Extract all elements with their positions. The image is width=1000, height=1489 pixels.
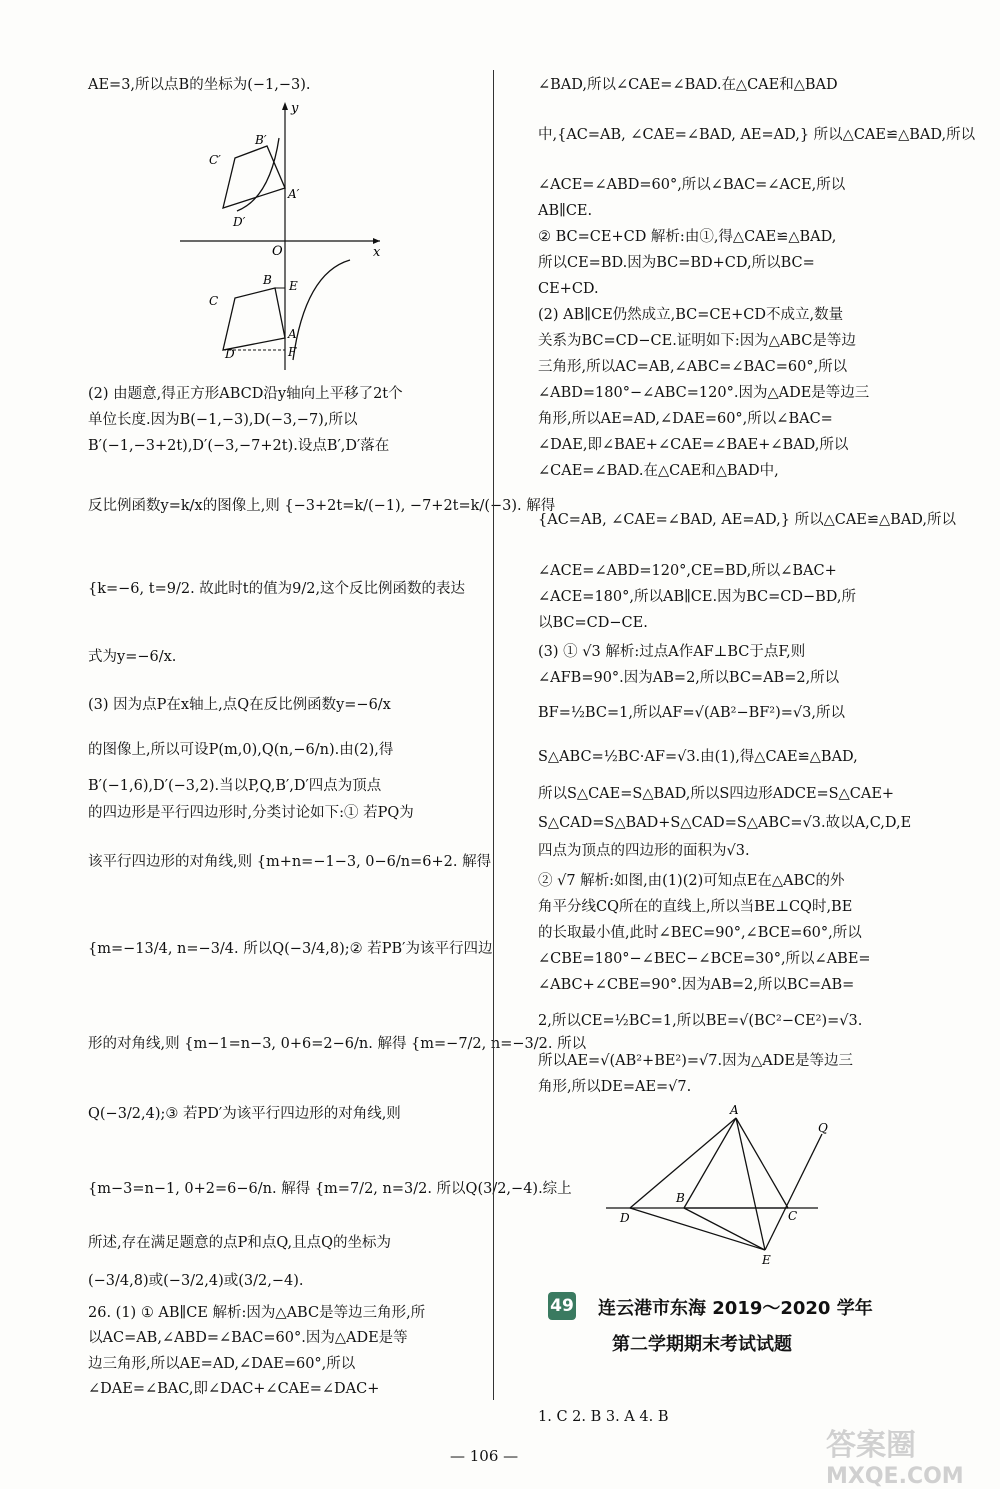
exam-number-badge: 49 <box>548 1292 576 1320</box>
text-line: ② √7 解析:如图,由(1)(2)可知点E在△ABC的外 <box>538 873 845 889</box>
point-label-f: F <box>288 345 297 359</box>
text-line: ∠BAD,所以∠CAE=∠BAD.在△CAE和△BAD <box>538 77 838 93</box>
column-divider <box>493 70 494 1400</box>
text-line: (3) 因为点P在x轴上,点Q在反比例函数y=−6/x <box>88 697 391 713</box>
x-axis-label: x <box>373 245 381 260</box>
point-label-c: C <box>209 294 219 308</box>
text-line: S△ABC=½BC·AF=√3.由(1),得△CAE≌△BAD, <box>538 749 858 765</box>
text-line: 所以CE=BD.因为BC=BD+CD,所以BC= <box>538 255 815 271</box>
text-line: ∠ABC+∠CBE=90°.因为AB=2,所以BC=AB= <box>538 977 855 993</box>
text-line: 角形,所以DE=AE=√7. <box>538 1079 692 1095</box>
text-line: AB∥CE. <box>538 203 593 219</box>
text-line: 形的对角线,则 {m−1=n−3, 0+6=2−6/n. 解得 {m=−7/2, n=−3/2. 所以 <box>88 1036 587 1052</box>
text-line: (3) ① √3 解析:过点A作AF⊥BC于点F,则 <box>538 644 806 660</box>
point-label-e: E <box>762 1253 771 1267</box>
text-line: ∠ABD=180°−∠ABC=120°.因为△ADE是等边三 <box>538 385 870 401</box>
point-label-a: A <box>288 327 297 341</box>
text-line: ∠CAE=∠BAD.在△CAE和△BAD中, <box>538 463 779 479</box>
text-line: S△CAD=S△BAD+S△CAD=S△ABC=√3.故以A,C,D,E <box>538 815 912 831</box>
text-line: 所述,存在满足题意的点P和点Q,且点Q的坐标为 <box>88 1235 392 1251</box>
text-line: ∠AFB=90°.因为AB=2,所以BC=AB=2,所以 <box>538 670 840 686</box>
point-label-b: B <box>263 273 272 287</box>
point-label-c: C <box>788 1209 798 1223</box>
page-number: — 106 — <box>450 1447 519 1465</box>
text-line: ∠ACE=∠ABD=120°,CE=BD,所以∠BAC+ <box>538 563 837 579</box>
point-label-a: A <box>730 1103 739 1117</box>
y-axis-label: y <box>291 101 299 116</box>
triangle-figure <box>600 1098 840 1270</box>
text-line: ∠DAE=∠BAC,即∠DAC+∠CAE=∠DAC+ <box>88 1381 380 1397</box>
text-line: BF=½BC=1,所以AF=√(AB²−BF²)=√3,所以 <box>538 705 845 721</box>
text-line: B′(−1,−3+2t),D′(−3,−7+2t).设点B′,D′落在 <box>88 438 390 454</box>
coordinate-figure <box>175 98 415 373</box>
text-line: B′(−1,6),D′(−3,2).当以P,Q,B′,D′四点为顶点 <box>88 778 382 794</box>
text-line: 1. C 2. B 3. A 4. B <box>538 1409 669 1425</box>
point-label-d: D <box>225 347 235 361</box>
point-label-q: Q <box>818 1121 828 1135</box>
text-line: ∠ACE=∠ABD=60°,所以∠BAC=∠ACE,所以 <box>538 177 846 193</box>
text-line: 的图像上,所以可设P(m,0),Q(n,−6/n).由(2),得 <box>88 742 394 758</box>
text-line: 角平分线CQ所在的直线上,所以当BE⊥CQ时,BE <box>538 899 853 915</box>
point-label-b-prime: B′ <box>255 133 267 147</box>
text-line: 所以AE=√(AB²+BE²)=√7.因为△ADE是等边三 <box>538 1053 853 1069</box>
text-line: 单位长度.因为B(−1,−3),D(−3,−7),所以 <box>88 412 358 428</box>
text-line: 中,{AC=AB, ∠CAE=∠BAD, AE=AD,} 所以△CAE≌△BAD,所以 <box>538 127 976 143</box>
exam-title-line2: 第二学期期末考试试题 <box>612 1334 792 1355</box>
text-line: {k=−6, t=9/2. 故此时t的值为9/2,这个反比例函数的表达 <box>88 581 466 597</box>
text-line: 的长取最小值,此时∠BEC=90°,∠BCE=60°,所以 <box>538 925 862 941</box>
text-line: 反比例函数y=k/x的图像上,则 {−3+2t=k/(−1), −7+2t=k/(−3). 解得 <box>88 498 556 514</box>
point-label-b: B <box>676 1191 685 1205</box>
text-line: AE=3,所以点B的坐标为(−1,−3). <box>88 77 311 93</box>
text-line: 所以S△CAE=S△BAD,所以S四边形ADCE=S△CAE+ <box>538 786 895 802</box>
text-line: Q(−3/2,4);③ 若PD′为该平行四边形的对角线,则 <box>88 1106 401 1122</box>
text-line: 角形,所以AE=AD,∠DAE=60°,所以∠BAC= <box>538 411 833 427</box>
text-line: 的四边形是平行四边形时,分类讨论如下:① 若PQ为 <box>88 805 414 821</box>
text-line: 三角形,所以AC=AB,∠ABC=∠BAC=60°,所以 <box>538 359 848 375</box>
text-line: 四点为顶点的四边形的面积为√3. <box>538 843 750 859</box>
text-line: ② BC=CE+CD 解析:由①,得△CAE≌△BAD, <box>538 229 837 245</box>
text-line: {m=−13/4, n=−3/4. 所以Q(−3/4,8);② 若PB′为该平行四边 <box>88 941 493 957</box>
text-line: {AC=AB, ∠CAE=∠BAD, AE=AD,} 所以△CAE≌△BAD,所以 <box>538 512 957 528</box>
text-line: ∠DAE,即∠BAE+∠CAE=∠BAE+∠BAD,所以 <box>538 437 849 453</box>
text-line: 该平行四边形的对角线,则 {m+n=−1−3, 0−6/n=6+2. 解得 <box>88 854 492 870</box>
point-label-e: E <box>289 279 298 293</box>
text-line: {m−3=n−1, 0+2=6−6/n. 解得 {m=7/2, n=3/2. 所以Q(3/2,−4).综上 <box>88 1181 572 1197</box>
text-line: 以BC=CD−CE. <box>538 615 648 631</box>
text-line: 以AC=AB,∠ABD=∠BAC=60°.因为△ADE是等 <box>88 1330 408 1346</box>
exam-title-line1: 连云港市东海 2019～2020 学年 <box>598 1298 873 1319</box>
text-line: CE+CD. <box>538 281 599 297</box>
text-line: 2,所以CE=½BC=1,所以BE=√(BC²−CE²)=√3. <box>538 1013 863 1029</box>
point-label-a-prime: A′ <box>288 187 300 201</box>
point-label-d: D <box>620 1211 630 1225</box>
text-line: 式为y=−6/x. <box>88 649 177 665</box>
point-label-d-prime: D′ <box>233 215 246 229</box>
text-line: (2) AB∥CE仍然成立,BC=CE+CD不成立,数量 <box>538 307 844 323</box>
text-line: 边三角形,所以AE=AD,∠DAE=60°,所以 <box>88 1356 356 1372</box>
text-line: ∠CBE=180°−∠BEC−∠BCE=30°,所以∠ABE= <box>538 951 871 967</box>
watermark-logo: 答案圈 MXQE.COM <box>826 1428 964 1489</box>
point-label-c-prime: C′ <box>209 153 221 167</box>
text-line: ∠ACE=180°,所以AB∥CE.因为BC=CD−BD,所 <box>538 589 857 605</box>
text-line: 关系为BC=CD−CE.证明如下:因为△ABC是等边 <box>538 333 856 349</box>
origin-label: O <box>272 244 283 259</box>
text-line: (2) 由题意,得正方形ABCD沿y轴向上平移了2t个 <box>88 386 403 402</box>
text-line: 26. (1) ① AB∥CE 解析:因为△ABC是等边三角形,所 <box>88 1305 426 1321</box>
text-line: (−3/4,8)或(−3/2,4)或(3/2,−4). <box>88 1273 304 1289</box>
